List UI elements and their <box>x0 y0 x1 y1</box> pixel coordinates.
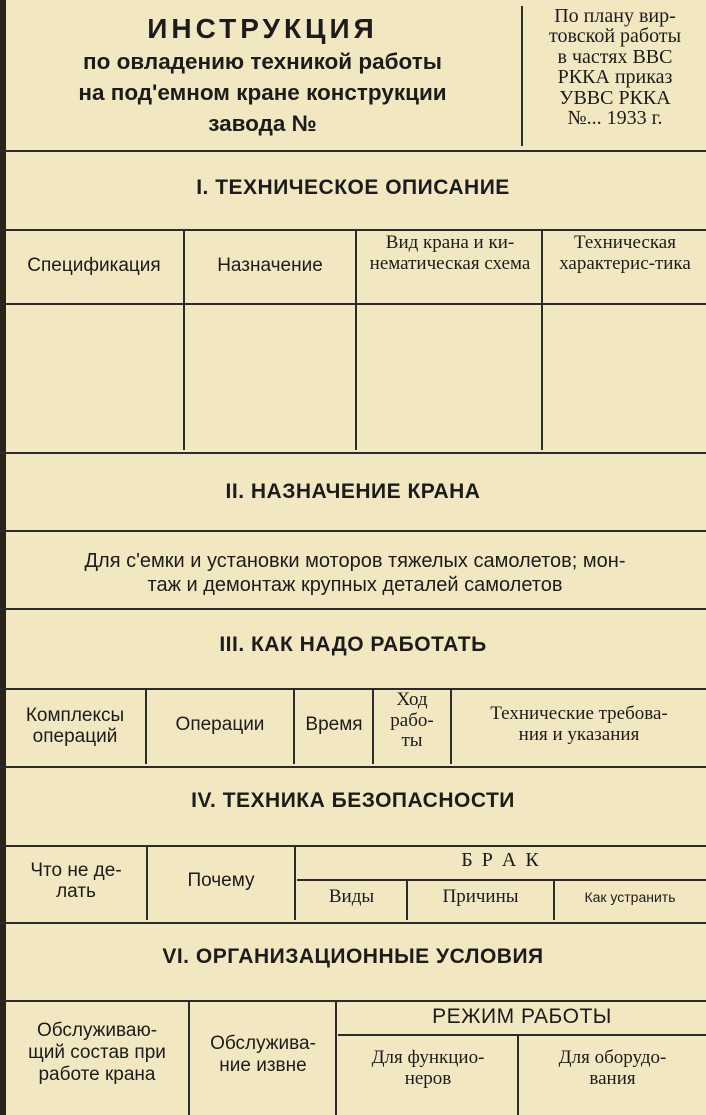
subtitle-line: на под'емном кране конструкции <box>78 80 447 106</box>
column-line: Для оборудо- <box>558 1047 667 1068</box>
column-divider <box>183 231 185 450</box>
section-title-technical: I. ТЕХНИЧЕСКОЕ ОПИСАНИЕ <box>196 176 510 199</box>
purpose-text <box>10 549 700 597</box>
divider <box>0 688 706 690</box>
column-purpose: Назначение <box>217 255 323 276</box>
column-defect-causes: Причины <box>442 886 519 907</box>
column-divider <box>335 1002 337 1115</box>
column-crane-view: Вид крана и ки-нематическая схема <box>369 232 531 274</box>
column-line: Комплексы <box>25 705 125 726</box>
column-defect: Б Р А К <box>461 849 541 871</box>
column-divider <box>541 231 543 450</box>
plan-line: РККА приказ <box>557 66 673 89</box>
purpose-line: Для с'емки и установки моторов тяжелых самолетов; мон- <box>84 550 626 572</box>
column-line: лать <box>56 880 96 902</box>
column-external <box>191 1033 335 1077</box>
section-title-purpose: II. НАЗНАЧЕНИЕ КРАНА <box>225 480 481 503</box>
column-divider <box>355 231 357 450</box>
column-staff <box>6 1020 188 1086</box>
column-line: работе крана <box>38 1063 156 1085</box>
column-progress <box>373 690 451 752</box>
form-title: ИНСТРУКЦИЯ <box>147 13 378 44</box>
column-line: рабо- <box>390 709 434 731</box>
divider <box>0 452 706 454</box>
plan-line: УВВС РККА <box>559 86 671 109</box>
column-divider <box>293 690 295 764</box>
column-divider <box>450 690 452 764</box>
column-divider <box>145 690 147 764</box>
plan-reference <box>528 6 702 128</box>
column-divider <box>406 881 408 920</box>
column-line: вания <box>589 1067 636 1089</box>
divider <box>0 922 706 924</box>
divider <box>0 229 706 231</box>
column-divider <box>517 1036 519 1115</box>
column-dont <box>6 861 146 902</box>
section-title-organization: VI. ОРГАНИЗАЦИОННЫЕ УСЛОВИЯ <box>162 945 544 968</box>
column-line: ты <box>401 730 423 752</box>
subtitle-line: по овладению техникой работы <box>83 49 442 74</box>
column-defect-types: Виды <box>328 886 375 907</box>
column-time: Время <box>305 714 363 735</box>
section-title-how-to-work: III. КАК НАДО РАБОТАТЬ <box>219 633 487 656</box>
divider <box>0 845 706 847</box>
plan-line: товской работы <box>548 25 682 48</box>
divider <box>0 1000 706 1002</box>
column-line: ние извне <box>219 1054 307 1076</box>
column-divider <box>553 881 555 920</box>
column-tech-characteristic: Техническая характерис-тика <box>559 232 691 274</box>
column-specification: Спецификация <box>27 255 161 276</box>
column-requirements <box>453 704 705 745</box>
divider <box>0 150 706 152</box>
header-divider <box>521 6 523 146</box>
column-operations: Операции <box>175 714 265 735</box>
column-line: Что не де- <box>30 860 122 881</box>
divider <box>297 879 706 881</box>
column-complexes <box>6 706 144 747</box>
column-why: Почему <box>187 870 255 891</box>
column-line: ния и указания <box>518 723 640 745</box>
plan-line: №... 1933 г. <box>567 106 663 129</box>
column-divider <box>188 1002 190 1115</box>
column-line: Технические требова- <box>490 703 668 724</box>
column-line: Ход <box>396 689 428 710</box>
column-divider <box>372 690 374 764</box>
column-line: операций <box>32 725 118 747</box>
column-divider <box>294 847 296 920</box>
divider <box>338 1034 706 1036</box>
plan-line: в частях ВВС <box>557 45 673 68</box>
plan-line: По плану вир- <box>554 5 676 27</box>
column-defect-fix: Как устранить <box>584 889 676 905</box>
column-divider <box>146 847 148 920</box>
section-title-safety: IV. ТЕХНИКА БЕЗОПАСНОСТИ <box>191 789 515 812</box>
divider <box>0 303 706 305</box>
column-mode-equipment <box>520 1048 705 1089</box>
form-subtitle <box>20 46 505 139</box>
divider <box>0 766 706 768</box>
column-line: Для функцио- <box>371 1047 485 1068</box>
purpose-line: таж и демонтаж крупных деталей самолетов <box>147 574 563 596</box>
divider <box>0 608 706 610</box>
column-line: Обслуживаю- <box>36 1020 158 1041</box>
divider <box>0 530 706 532</box>
column-mode-functionaries <box>338 1048 518 1089</box>
column-line: Обслужива- <box>210 1033 316 1054</box>
column-line: неров <box>404 1067 452 1089</box>
column-work-mode: РЕЖИМ РАБОТЫ <box>432 1005 612 1028</box>
subtitle-line: завода № <box>208 111 317 137</box>
column-line: щий состав при <box>28 1041 166 1063</box>
